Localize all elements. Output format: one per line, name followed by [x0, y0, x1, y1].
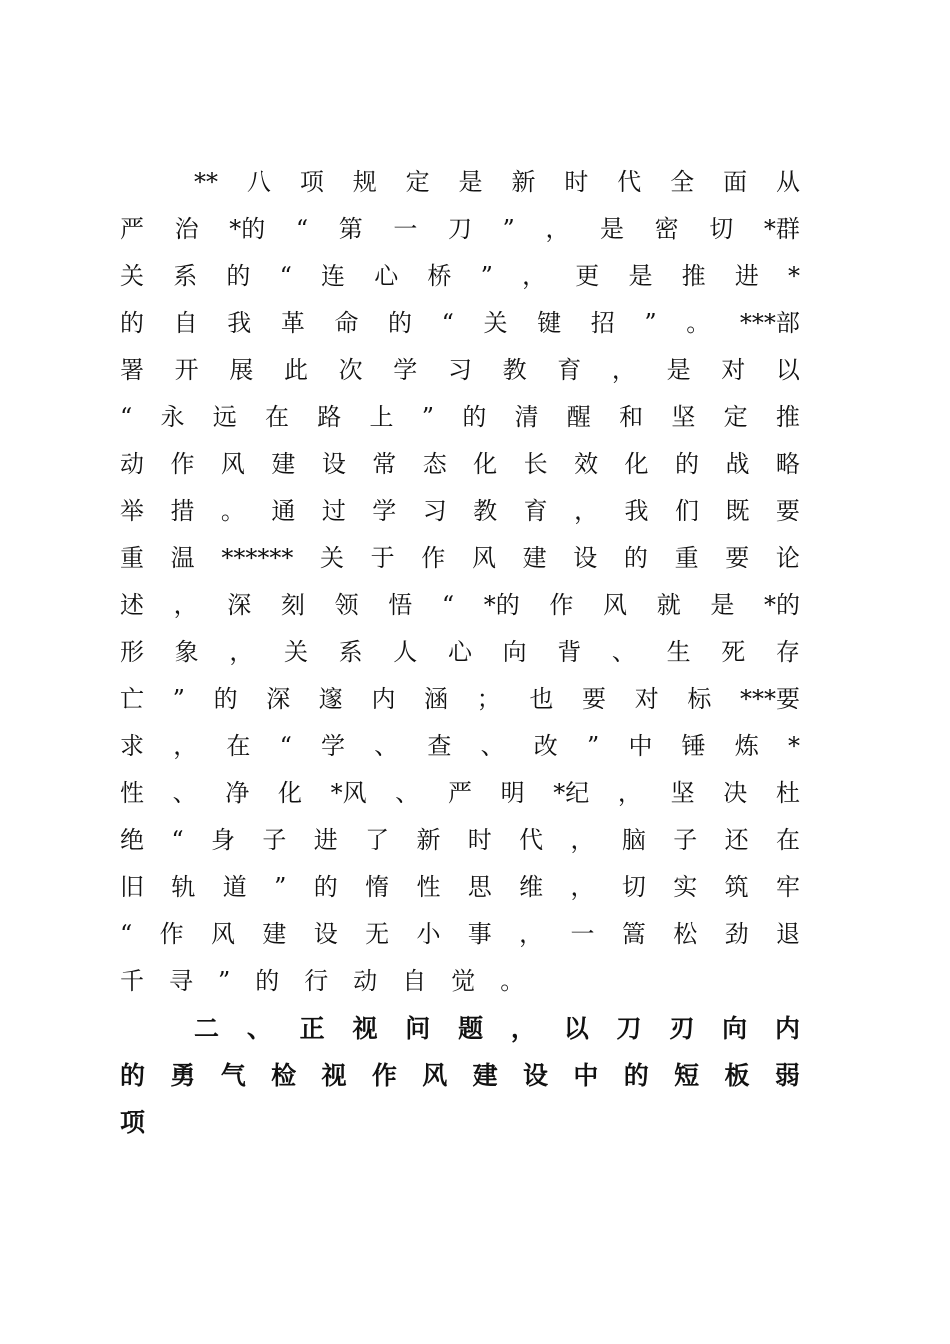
paragraph-line: “ 永 远 在 路 上 ” 的 清 醒 和 坚 定 推: [120, 403, 800, 431]
paragraph-line: “ 作 风 建 设 无 小 事 ， 一 篙 松 劲 退: [120, 920, 800, 948]
paragraph-line: 重 温 ****** 关 于 作 风 建 设 的 重 要 论: [120, 544, 800, 572]
paragraph-line: 求 ， 在 “ 学 、 查 、 改 ” 中 锤 炼 *: [120, 732, 800, 760]
paragraph-line: 千 寻 ” 的 行 动 自 觉 。: [120, 967, 525, 995]
paragraph-line: ** 八 项 规 定 是 新 时 代 全 面 从: [194, 168, 800, 196]
paragraph-line: 述 ， 深 刻 领 悟 “ *的 作 风 就 是 *的: [120, 591, 800, 619]
paragraph-line: 性 、 净 化 *风 、 严 明 *纪 ， 坚 决 杜: [120, 779, 800, 807]
paragraph-line: 绝 “ 身 子 进 了 新 时 代 ， 脑 子 还 在: [120, 826, 800, 854]
section-heading-line: 项: [120, 1108, 146, 1137]
paragraph-line: 动 作 风 建 设 常 态 化 长 效 化 的 战 略: [120, 450, 800, 478]
section-heading-line: 的 勇 气 检 视 作 风 建 设 中 的 短 板 弱: [120, 1061, 800, 1090]
paragraph-line: 旧 轨 道 ” 的 惰 性 思 维 ， 切 实 筑 牢: [120, 873, 800, 901]
paragraph-line: 形 象 ， 关 系 人 心 向 背 、 生 死 存: [120, 638, 800, 666]
section-heading-line: 二 、 正 视 问 题 ， 以 刀 刃 向 内: [194, 1014, 800, 1043]
paragraph-line: 亡 ” 的 深 邃 内 涵 ； 也 要 对 标 ***要: [120, 685, 800, 713]
paragraph-line: 的 自 我 革 命 的 “ 关 键 招 ” 。 ***部: [120, 309, 800, 337]
paragraph-line: 举 措 。 通 过 学 习 教 育 ， 我 们 既 要: [120, 497, 800, 525]
paragraph-line: 署 开 展 此 次 学 习 教 育 ， 是 对 以: [120, 356, 800, 384]
paragraph-line: 严 治 *的 “ 第 一 刀 ” ， 是 密 切 *群: [120, 215, 800, 243]
paragraph-line: 关 系 的 “ 连 心 桥 ” ， 更 是 推 进 *: [120, 262, 800, 290]
